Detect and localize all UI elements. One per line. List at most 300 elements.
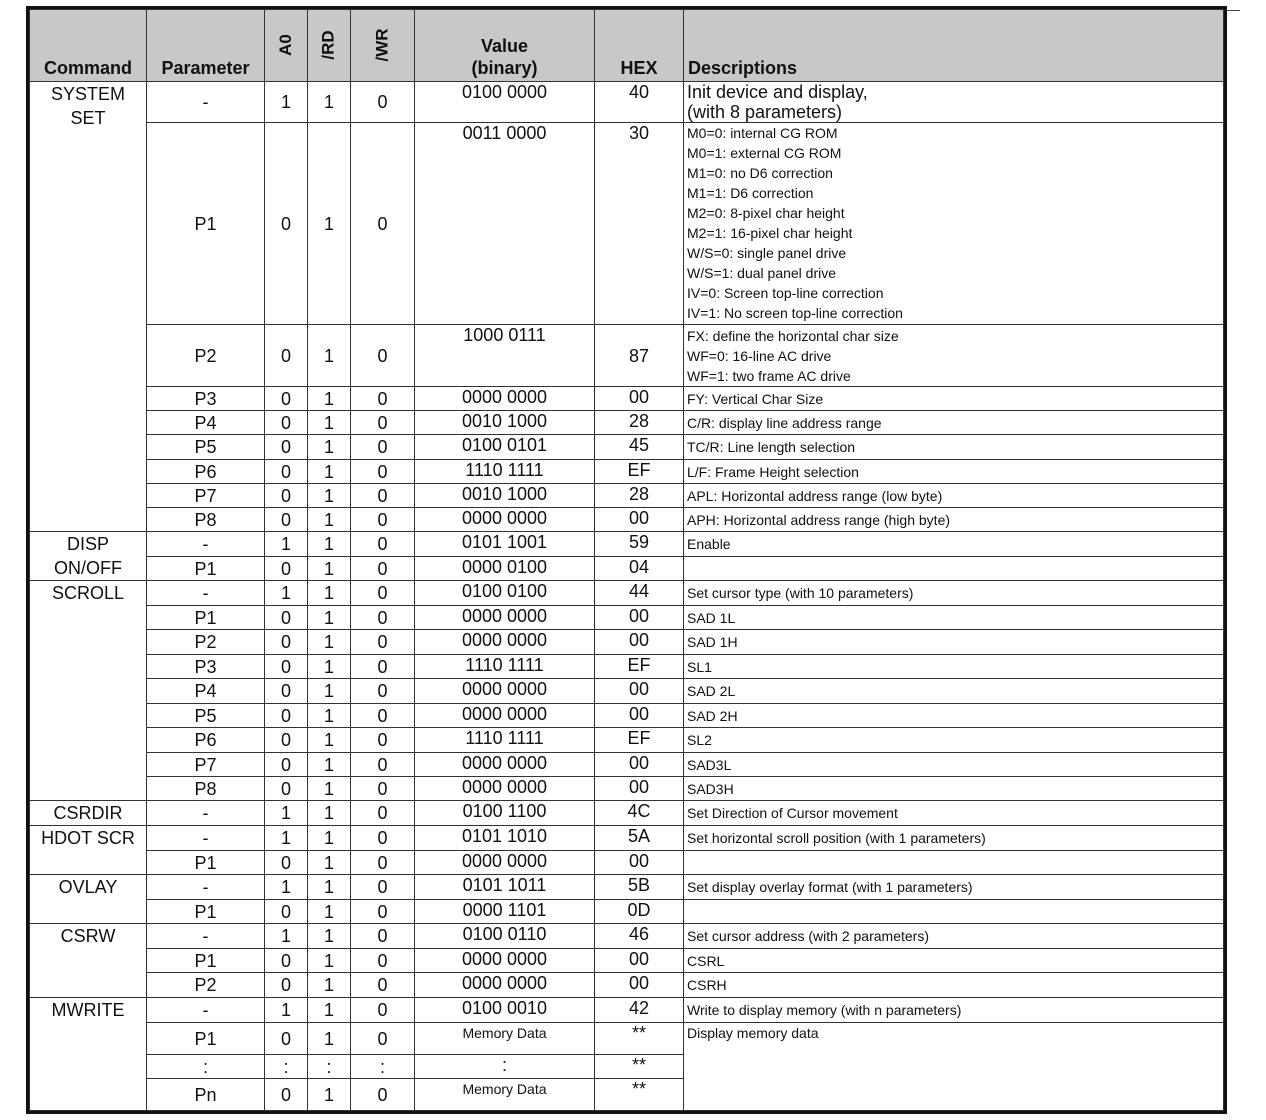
parameter-cell: P5 <box>147 704 265 728</box>
command-cell <box>30 998 147 1111</box>
a0-cell: 0 <box>265 606 308 630</box>
wr-cell: 0 <box>351 484 415 508</box>
wr-cell: 0 <box>351 924 415 949</box>
description-line: Init device and display, <box>687 82 868 102</box>
description-cell <box>684 1023 1224 1111</box>
header-command: Command <box>30 10 147 82</box>
rd-cell: 1 <box>308 753 351 777</box>
description-cell <box>684 508 1224 532</box>
table-body <box>30 82 1224 1111</box>
parameter-cell: - <box>147 924 265 949</box>
wr-cell: 0 <box>351 123 415 325</box>
description-cell <box>684 557 1224 581</box>
table-row <box>30 508 1224 532</box>
table-row <box>30 973 1224 998</box>
value-cell: 1110 1111 <box>415 655 595 679</box>
value-cell: 0011 0000 <box>415 123 595 325</box>
description-line: Set cursor type (with 10 parameters) <box>687 585 914 601</box>
hex-cell: 00 <box>595 753 684 777</box>
parameter-cell: P8 <box>147 777 265 801</box>
description-line: M0=0: internal CG ROM <box>687 125 838 141</box>
value-cell: 0000 0000 <box>415 753 595 777</box>
command-name: SYSTEM <box>50 84 125 104</box>
hex-cell: 28 <box>595 411 684 435</box>
wr-cell: 0 <box>351 655 415 679</box>
header-parameter: Parameter <box>147 10 265 82</box>
description-line: Write to display memory (with n parameters) <box>687 1002 962 1018</box>
table-row <box>30 875 1224 900</box>
description-cell <box>684 826 1224 851</box>
description-cell <box>684 973 1224 998</box>
parameter-cell: P3 <box>147 387 265 411</box>
rd-cell: 1 <box>308 82 351 123</box>
description-cell <box>684 484 1224 508</box>
description-line: M1=1: D6 correction <box>687 185 814 201</box>
table-row <box>30 325 1224 387</box>
value-cell: 0000 1101 <box>415 900 595 924</box>
wr-cell: 0 <box>351 1023 415 1055</box>
table-row <box>30 460 1224 484</box>
parameter-cell: P1 <box>147 949 265 973</box>
hex-cell: ** <box>595 1023 684 1055</box>
rd-cell: 1 <box>308 484 351 508</box>
table-row <box>30 924 1224 949</box>
description-line: FY: Vertical Char Size <box>687 390 824 407</box>
table-row <box>30 123 1224 325</box>
description-cell <box>684 949 1224 973</box>
description-line: SL2 <box>687 732 712 748</box>
command-name: SCROLL <box>51 583 125 603</box>
a0-cell: 0 <box>265 704 308 728</box>
rd-cell: 1 <box>308 557 351 581</box>
parameter-cell: - <box>147 532 265 557</box>
table-row <box>30 753 1224 777</box>
description-line: Set cursor address (with 2 parameters) <box>687 928 929 944</box>
table-row <box>30 704 1224 728</box>
description-line: IV=0: Screen top-line correction <box>687 285 884 301</box>
value-cell: 0100 0101 <box>415 435 595 460</box>
description-line: TC/R: Line length selection <box>687 439 856 455</box>
hex-cell: 00 <box>595 630 684 655</box>
parameter-cell: P3 <box>147 655 265 679</box>
value-cell: 0000 0000 <box>415 949 595 973</box>
hex-cell: 00 <box>595 704 684 728</box>
description-line: Set display overlay format (with 1 parameters) <box>687 879 973 895</box>
hex-cell: 40 <box>595 82 684 123</box>
command-name: SET <box>70 108 106 128</box>
description-cell <box>684 325 1224 387</box>
hex-cell: 00 <box>595 508 684 532</box>
parameter-cell: P1 <box>147 123 265 325</box>
hex-cell: 28 <box>595 484 684 508</box>
hex-cell: EF <box>595 728 684 753</box>
rd-cell: 1 <box>308 123 351 325</box>
table-row <box>30 606 1224 630</box>
command-cell <box>30 801 147 826</box>
description-line: WF=1: two frame AC drive <box>687 367 851 384</box>
value-cell: 0101 1011 <box>415 875 595 900</box>
value-cell: 0000 0000 <box>415 777 595 801</box>
value-cell: 0000 0000 <box>415 630 595 655</box>
parameter-cell: P1 <box>147 557 265 581</box>
table-row <box>30 435 1224 460</box>
hex-cell: 00 <box>595 949 684 973</box>
rd-cell: 1 <box>308 532 351 557</box>
description-line: SAD3L <box>687 756 732 773</box>
description-line: SAD 1H <box>687 634 738 650</box>
rd-cell: : <box>308 1055 351 1079</box>
table-row <box>30 630 1224 655</box>
table-row <box>30 581 1224 606</box>
description-line: SAD3H <box>687 780 734 797</box>
rd-cell: 1 <box>308 508 351 532</box>
description-cell <box>684 924 1224 949</box>
command-cell <box>30 82 147 532</box>
rd-cell: 1 <box>308 679 351 704</box>
table-row <box>30 851 1224 875</box>
a0-cell: 1 <box>265 875 308 900</box>
description-line: M0=1: external CG ROM <box>687 145 842 161</box>
value-cell: 0000 0000 <box>415 508 595 532</box>
table-row <box>30 998 1224 1023</box>
a0-cell: 0 <box>265 949 308 973</box>
table-row <box>30 900 1224 924</box>
description-cell <box>684 460 1224 484</box>
a0-cell: 1 <box>265 801 308 826</box>
description-cell <box>684 123 1224 325</box>
value-cell: 0010 1000 <box>415 484 595 508</box>
a0-cell: 0 <box>265 484 308 508</box>
wr-cell: 0 <box>351 630 415 655</box>
description-line: (with 8 parameters) <box>687 102 843 122</box>
rd-cell: 1 <box>308 900 351 924</box>
description-line: Set Direction of Cursor movement <box>687 805 898 821</box>
table-row <box>30 82 1224 123</box>
description-line: M2=0: 8-pixel char height <box>687 205 845 221</box>
parameter-cell: P1 <box>147 606 265 630</box>
description-line: CSRH <box>687 977 727 993</box>
rd-cell: 1 <box>308 801 351 826</box>
description-line: C/R: display line address range <box>687 414 882 431</box>
wr-cell: 0 <box>351 581 415 606</box>
wr-cell: 0 <box>351 387 415 411</box>
parameter-cell: : <box>147 1055 265 1079</box>
parameter-cell: P1 <box>147 1023 265 1055</box>
wr-cell: 0 <box>351 777 415 801</box>
rd-cell: 1 <box>308 998 351 1023</box>
wr-cell: 0 <box>351 411 415 435</box>
parameter-cell: - <box>147 801 265 826</box>
wr-cell: 0 <box>351 826 415 851</box>
hex-cell: 00 <box>595 679 684 704</box>
rd-cell: 1 <box>308 325 351 387</box>
description-line: APH: Horizontal address range (high byte) <box>687 511 951 528</box>
value-cell: 1110 1111 <box>415 728 595 753</box>
parameter-cell: Pn <box>147 1079 265 1111</box>
wr-cell: 0 <box>351 679 415 704</box>
parameter-cell: P6 <box>147 728 265 753</box>
a0-cell: 0 <box>265 460 308 484</box>
value-cell: 0100 0000 <box>415 82 595 123</box>
table-row <box>30 655 1224 679</box>
parameter-cell: - <box>147 998 265 1023</box>
description-line: CSRL <box>687 952 725 969</box>
description-line: W/S=0: single panel drive <box>687 245 847 261</box>
parameter-cell: P2 <box>147 630 265 655</box>
command-cell <box>30 924 147 998</box>
description-line: Display memory data <box>687 1025 819 1041</box>
a0-cell: 0 <box>265 753 308 777</box>
a0-cell: 1 <box>265 924 308 949</box>
value-cell: 0100 0010 <box>415 998 595 1023</box>
description-line: IV=1: No screen top-line correction <box>687 305 903 321</box>
hex-cell: 5B <box>595 875 684 900</box>
value-cell: 0000 0000 <box>415 387 595 411</box>
command-name: ON/OFF <box>54 558 122 578</box>
parameter-cell: P6 <box>147 460 265 484</box>
rd-cell: 1 <box>308 606 351 630</box>
rd-cell: 1 <box>308 924 351 949</box>
parameter-cell: P5 <box>147 435 265 460</box>
parameter-cell: - <box>147 581 265 606</box>
a0-cell: 0 <box>265 900 308 924</box>
a0-cell: 1 <box>265 826 308 851</box>
description-cell <box>684 655 1224 679</box>
hex-cell: ** <box>595 1055 684 1079</box>
hex-cell: ** <box>595 1079 684 1111</box>
wr-cell: 0 <box>351 728 415 753</box>
description-line: M2=1: 16-pixel char height <box>687 225 853 241</box>
table-row <box>30 777 1224 801</box>
rd-cell: 1 <box>308 630 351 655</box>
header-value: Value (binary) <box>415 10 595 82</box>
wr-cell: 0 <box>351 325 415 387</box>
rd-cell: 1 <box>308 728 351 753</box>
description-cell <box>684 435 1224 460</box>
wr-cell: 0 <box>351 801 415 826</box>
a0-cell: 0 <box>265 387 308 411</box>
description-cell <box>684 728 1224 753</box>
description-cell <box>684 82 1224 123</box>
table-row <box>30 679 1224 704</box>
description-cell <box>684 704 1224 728</box>
hex-cell: 4C <box>595 801 684 826</box>
a0-cell: 0 <box>265 630 308 655</box>
rd-cell: 1 <box>308 460 351 484</box>
description-line: SL1 <box>687 658 712 675</box>
hex-cell: 5A <box>595 826 684 851</box>
command-cell <box>30 532 147 581</box>
rd-cell: 1 <box>308 1023 351 1055</box>
hex-cell: 00 <box>595 387 684 411</box>
value-cell: 0100 1100 <box>415 801 595 826</box>
parameter-cell: P4 <box>147 679 265 704</box>
value-cell: 0000 0000 <box>415 704 595 728</box>
description-cell <box>684 387 1224 411</box>
value-cell: 0101 1001 <box>415 532 595 557</box>
table-row <box>30 728 1224 753</box>
parameter-cell: P1 <box>147 900 265 924</box>
description-line: L/F: Frame Height selection <box>687 463 859 480</box>
table-row <box>30 557 1224 581</box>
wr-cell: : <box>351 1055 415 1079</box>
hex-cell: EF <box>595 460 684 484</box>
wr-cell: 0 <box>351 82 415 123</box>
wr-cell: 0 <box>351 435 415 460</box>
a0-cell: 0 <box>265 411 308 435</box>
description-line: WF=0: 16-line AC drive <box>687 347 832 364</box>
wr-cell: 0 <box>351 851 415 875</box>
hex-cell: 44 <box>595 581 684 606</box>
value-cell: 1000 0111 <box>415 325 595 387</box>
hex-cell: 87 <box>595 325 684 387</box>
command-name: DISP <box>66 534 109 554</box>
value-cell: 1110 1111 <box>415 460 595 484</box>
value-cell: 0100 0100 <box>415 581 595 606</box>
rd-cell: 1 <box>308 387 351 411</box>
command-table <box>29 9 1224 1111</box>
wr-cell: 0 <box>351 998 415 1023</box>
rd-cell: 1 <box>308 875 351 900</box>
header-descriptions: Descriptions <box>684 10 1224 82</box>
command-cell <box>30 826 147 875</box>
description-line: SAD 2H <box>687 707 738 724</box>
value-cell: 0010 1000 <box>415 411 595 435</box>
a0-cell: 1 <box>265 532 308 557</box>
description-cell <box>684 998 1224 1023</box>
description-line: M1=0: no D6 correction <box>687 165 833 181</box>
table-row <box>30 387 1224 411</box>
description-cell <box>684 532 1224 557</box>
description-cell <box>684 875 1224 900</box>
a0-cell: 0 <box>265 435 308 460</box>
hex-cell: 45 <box>595 435 684 460</box>
a0-cell: 1 <box>265 82 308 123</box>
table-row <box>30 801 1224 826</box>
a0-cell: 0 <box>265 508 308 532</box>
rd-cell: 1 <box>308 411 351 435</box>
description-line: W/S=1: dual panel drive <box>687 265 837 281</box>
rd-cell: 1 <box>308 826 351 851</box>
wr-cell: 0 <box>351 900 415 924</box>
parameter-cell: P7 <box>147 753 265 777</box>
command-name: HDOT SCR <box>41 828 135 848</box>
a0-cell: 0 <box>265 655 308 679</box>
command-name: OVLAY <box>58 877 118 897</box>
wr-cell: 0 <box>351 532 415 557</box>
rd-cell: 1 <box>308 655 351 679</box>
description-cell <box>684 801 1224 826</box>
hex-cell: 59 <box>595 532 684 557</box>
a0-cell: 0 <box>265 777 308 801</box>
description-line: FX: define the horizontal char size <box>687 327 899 344</box>
description-cell <box>684 606 1224 630</box>
parameter-cell: P1 <box>147 851 265 875</box>
wr-cell: 0 <box>351 1079 415 1111</box>
hex-cell: 00 <box>595 973 684 998</box>
wr-cell: 0 <box>351 949 415 973</box>
hex-cell: 00 <box>595 851 684 875</box>
wr-cell: 0 <box>351 753 415 777</box>
hex-cell: 42 <box>595 998 684 1023</box>
wr-cell: 0 <box>351 875 415 900</box>
value-cell: Memory Data <box>415 1079 595 1111</box>
table-row <box>30 411 1224 435</box>
wr-cell: 0 <box>351 606 415 630</box>
description-cell <box>684 900 1224 924</box>
value-cell: 0101 1010 <box>415 826 595 851</box>
hex-cell: 00 <box>595 606 684 630</box>
value-cell: 0000 0000 <box>415 973 595 998</box>
rd-cell: 1 <box>308 704 351 728</box>
parameter-cell: P2 <box>147 973 265 998</box>
command-name: MWRITE <box>51 1000 125 1020</box>
value-cell: 0000 0000 <box>415 851 595 875</box>
a0-cell: 0 <box>265 679 308 704</box>
parameter-cell: - <box>147 82 265 123</box>
parameter-cell: - <box>147 875 265 900</box>
parameter-cell: P2 <box>147 325 265 387</box>
parameter-cell: P8 <box>147 508 265 532</box>
hex-cell: 0D <box>595 900 684 924</box>
value-cell: Memory Data <box>415 1023 595 1055</box>
value-cell: 0000 0000 <box>415 679 595 704</box>
wr-cell: 0 <box>351 508 415 532</box>
command-cell <box>30 875 147 924</box>
parameter-cell: P7 <box>147 484 265 508</box>
a0-cell: 0 <box>265 728 308 753</box>
rd-cell: 1 <box>308 1079 351 1111</box>
description-cell <box>684 777 1224 801</box>
table-row <box>30 826 1224 851</box>
table-header-row <box>30 10 1224 82</box>
a0-cell: 0 <box>265 557 308 581</box>
command-name: CSRW <box>60 926 116 946</box>
rd-cell: 1 <box>308 973 351 998</box>
hex-cell: 30 <box>595 123 684 325</box>
a0-cell: 0 <box>265 851 308 875</box>
parameter-cell: - <box>147 826 265 851</box>
description-line: SAD 2L <box>687 683 736 699</box>
description-cell <box>684 630 1224 655</box>
header-rd: /RD <box>308 10 351 82</box>
description-cell <box>684 411 1224 435</box>
a0-cell: 0 <box>265 123 308 325</box>
description-line: Set horizontal scroll position (with 1 parameters) <box>687 830 986 846</box>
wr-cell: 0 <box>351 973 415 998</box>
a0-cell: 0 <box>265 973 308 998</box>
header-hex: HEX <box>595 10 684 82</box>
table-row <box>30 949 1224 973</box>
hex-cell: 04 <box>595 557 684 581</box>
command-table-frame <box>26 6 1227 1114</box>
description-line: SAD 1L <box>687 609 736 626</box>
wr-cell: 0 <box>351 460 415 484</box>
description-cell <box>684 581 1224 606</box>
rd-cell: 1 <box>308 777 351 801</box>
description-line: APL: Horizontal address range (low byte) <box>687 487 943 504</box>
a0-cell: 0 <box>265 1023 308 1055</box>
description-cell <box>684 851 1224 875</box>
hex-cell: 00 <box>595 777 684 801</box>
command-cell <box>30 581 147 801</box>
header-a0: A0 <box>265 10 308 82</box>
rd-cell: 1 <box>308 851 351 875</box>
a0-cell: 1 <box>265 998 308 1023</box>
parameter-cell: P4 <box>147 411 265 435</box>
rd-cell: 1 <box>308 581 351 606</box>
rd-cell: 1 <box>308 435 351 460</box>
